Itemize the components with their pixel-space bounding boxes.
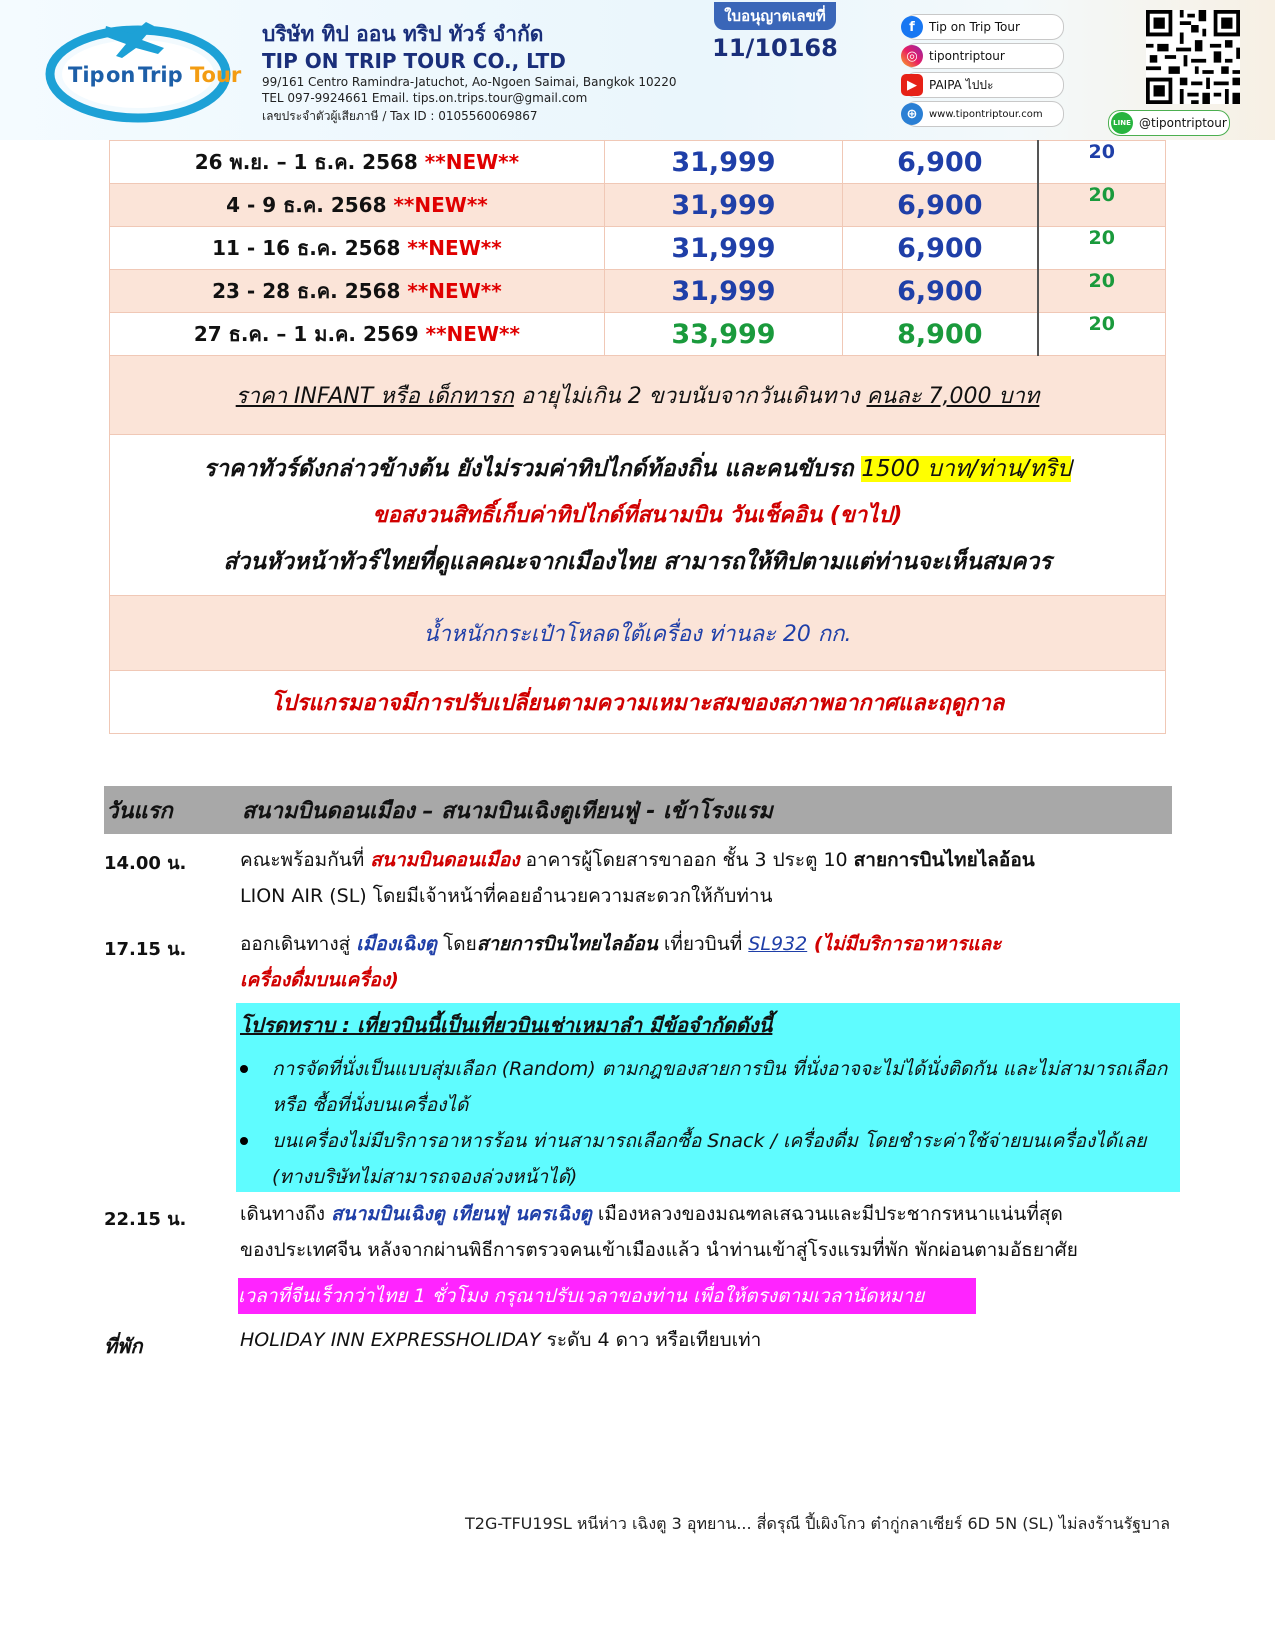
youtube-icon: ▶ (901, 74, 923, 96)
departure-date: 23 - 28 ธ.ค. 2568 **NEW** (110, 270, 605, 313)
tour-price: 33,999 (604, 313, 842, 356)
website-link[interactable] (904, 101, 1064, 127)
time-2215: 22.15 น. (104, 1209, 187, 1230)
youtube-link[interactable] (904, 72, 1064, 98)
flight-number-link: SL932 (748, 933, 808, 955)
youtube-label: PAIPA ไปปะ (929, 77, 994, 92)
tour-price: 31,999 (604, 227, 842, 270)
tour-price: 31,999 (604, 184, 842, 227)
hotel-label: ที่พัก (104, 1334, 143, 1358)
time-1715: 17.15 น. (104, 939, 187, 960)
price-row (110, 270, 1166, 313)
license-label: ใบอนุญาตเลขที่ (714, 2, 836, 30)
bullet-icon (240, 1065, 248, 1073)
facebook-link[interactable] (904, 14, 1064, 40)
instagram-link[interactable] (904, 43, 1064, 69)
qr-code (1146, 10, 1240, 104)
company-tax-id: เลขประจำตัวผู้เสียภาษี / Tax ID : 0105560069867 (262, 109, 538, 123)
infant-price-row (110, 356, 1166, 435)
baggage-note: น้ำหนักกระเป๋าโหลดใต้เครื่อง ท่านละ 20 กก. (110, 596, 1166, 671)
time-1400: 14.00 น. (104, 853, 187, 874)
charter-flight-notice: โปรดทราบ : เที่ยวบินนี้เป็นเที่ยวบินเช่าเหมาลำ มีข้อจำกัดดังนี้ การจัดที่นั่งเป็นแบบสุ่มเลือก (Random) ตามกฎของสายการบิน ที่นั่งอาจจะไม่ได้นั่งติดกัน และไม่สามารถเลือก หรือ ซื้อที่นั่งบนเครื่องได้ บนเครื่องไม่มีบริการอาหารร้อน ท่านสามารถเลือกซื้อ Snack / เครื่องดื่ม โดยชำระค่าใช้จ่ายบนเครื่องได้เลย (ทางบริษัทไม่สามารถจองล่วงหน้าได้) (236, 1003, 1180, 1192)
svg-text:on: on (106, 63, 136, 87)
departure-date: 11 - 16 ธ.ค. 2568 **NEW** (110, 227, 605, 270)
svg-text:Tour: Tour (190, 63, 242, 87)
facebook-icon: f (901, 16, 923, 38)
line-label: @tipontriptour (1139, 116, 1227, 130)
departure-date: 26 พ.ย. – 1 ธ.ค. 2568 **NEW** (110, 141, 605, 184)
bullet-icon (240, 1137, 248, 1145)
company-address: 99/161 Centro Ramindra-Jatuchot, Ao-Ngoen Saimai, Bangkok 10220 (262, 75, 677, 89)
price-row (110, 227, 1166, 270)
departure-date: 27 ธ.ค. – 1 ม.ค. 2569 **NEW** (110, 313, 605, 356)
tip-amount-highlight: 1500 บาท/ท่าน/ทริป (861, 455, 1072, 482)
day-header (104, 786, 1172, 834)
facebook-label: Tip on Trip Tour (929, 20, 1020, 34)
hotel-name: HOLIDAY INN EXPRESSHOLIDAY (240, 1329, 541, 1351)
tip-row (110, 435, 1166, 596)
seat-count: 20 (1038, 313, 1166, 356)
seat-count: 20 (1038, 184, 1166, 227)
program-row (110, 671, 1166, 734)
tip-line-1: ราคาทัวร์ดังกล่าวข้างต้น ยังไม่รวมค่าทิปไกด์ท้องถิ่น และคนขับรถ 1500 บาท/ท่าน/ทริป (203, 455, 1072, 482)
line-icon: LINE (1111, 112, 1133, 134)
baggage-row (110, 596, 1166, 671)
license-block (690, 2, 860, 68)
line-link[interactable] (1108, 110, 1230, 136)
globe-icon: ⊕ (901, 103, 923, 125)
program-change-note: โปรแกรมอาจมีการปรับเปลี่ยนตามความเหมาะสมของสภาพอากาศและฤดูกาล (110, 671, 1166, 734)
tour-price: 31,999 (604, 141, 842, 184)
single-supplement: 6,900 (843, 184, 1038, 227)
price-row (110, 313, 1166, 356)
notice-title: โปรดทราบ : เที่ยวบินนี้เป็นเที่ยวบินเช่าเหมาลำ มีข้อจำกัดดังนี้ (240, 1013, 773, 1037)
footer-program-code: T2G-TFU19SL หนีห่าว เฉิงตู 3 อุทยาน... สี่ดรุณี ปี้เผิงโกว ต๋ากู่กลาเซียร์ 6D 5N (SL) ไม่ลงร้านรัฐบาล (465, 1514, 1170, 1533)
single-supplement: 8,900 (843, 313, 1038, 356)
seat-count: 20 (1038, 270, 1166, 313)
company-contact: TEL 097-9924661 Email. tips.on.trips.tour@gmail.com (262, 91, 588, 105)
schedule-2215-text: เดินทางถึง สนามบินเฉิงตู เทียนฟู่ นครเฉิงตู เมืองหลวงของมณฑลเสฉวนและมีประชากรหนาแน่นที่สุด ของประเทศจีน หลังจากผ่านพิธีการตรวจคนเข้าเมืองแล้ว นำท่านเข้าสู่โรงแรมที่พัก พักผ่อนตามอัธยาศัย (240, 1203, 1078, 1261)
schedule-1715-text: ออกเดินทางสู่ เมืองเฉิงตู โดยสายการบินไทยไลอ้อน เที่ยวบินที่ SL932 (ไม่มีบริการอาหารและ เครื่องดื่มบนเครื่อง) (240, 933, 1002, 991)
seat-count: 20 (1038, 227, 1166, 270)
price-row (110, 184, 1166, 227)
seat-count: 20 (1038, 141, 1166, 184)
hotel-info: HOLIDAY INN EXPRESSHOLIDAY ระดับ 4 ดาว หรือเทียบเท่า (240, 1329, 762, 1351)
single-supplement: 6,900 (843, 227, 1038, 270)
company-name-thai: บริษัท ทิป ออน ทริป ทัวร์ จำกัด (262, 22, 544, 46)
day-label: วันแรก (106, 798, 173, 824)
tip-line-3: ส่วนหัวหน้าทัวร์ไทยที่ดูแลคณะจากเมืองไทย สามารถให้ทิปตามแต่ท่านจะเห็นสมควร (223, 548, 1052, 575)
company-logo (46, 12, 242, 130)
single-supplement: 6,900 (843, 270, 1038, 313)
day-title: สนามบินดอนเมือง – สนามบินเฉิงตูเทียนฟู่ - เข้าโรงแรม (242, 798, 773, 824)
logo-text-main: Tip (68, 63, 105, 87)
company-name-english: TIP ON TRIP TOUR CO., LTD (262, 49, 566, 73)
price-table (109, 140, 1166, 734)
tour-price: 31,999 (604, 270, 842, 313)
svg-text:Trip: Trip (138, 63, 183, 87)
infant-price-note: ราคา INFANT หรือ เด็กทารก อายุไม่เกิน 2 ขวบนับจากวันเดินทาง คนละ 7,000 บาท (110, 356, 1166, 435)
instagram-label: tipontriptour (929, 49, 1005, 63)
website-label: www.tipontriptour.com (929, 108, 1043, 120)
schedule-1400-text: คณะพร้อมกันที่ สนามบินดอนเมือง อาคารผู้โดยสารขาออก ชั้น 3 ประตู 10 สายการบินไทยไลอ้อน LION AIR (SL) โดยมีเจ้าหน้าที่คอยอำนวยความสะดวกให้กับท่าน (240, 849, 1035, 907)
license-number: 11/10168 (712, 34, 838, 62)
instagram-icon: ◎ (901, 45, 923, 67)
tip-line-2: ขอสงวนสิทธิ์เก็บค่าทิปไกด์ที่สนามบิน วันเช็คอิน (ขาไป) (372, 502, 903, 528)
price-row (110, 141, 1166, 184)
departure-date: 4 - 9 ธ.ค. 2568 **NEW** (110, 184, 605, 227)
letterhead (0, 0, 1275, 140)
single-supplement: 6,900 (843, 141, 1038, 184)
time-difference-note: เวลาที่จีนเร็วกว่าไทย 1 ชั่วโมง กรุณาปรับเวลาของท่าน เพื่อให้ตรงตามเวลานัดหมาย (238, 1278, 976, 1314)
